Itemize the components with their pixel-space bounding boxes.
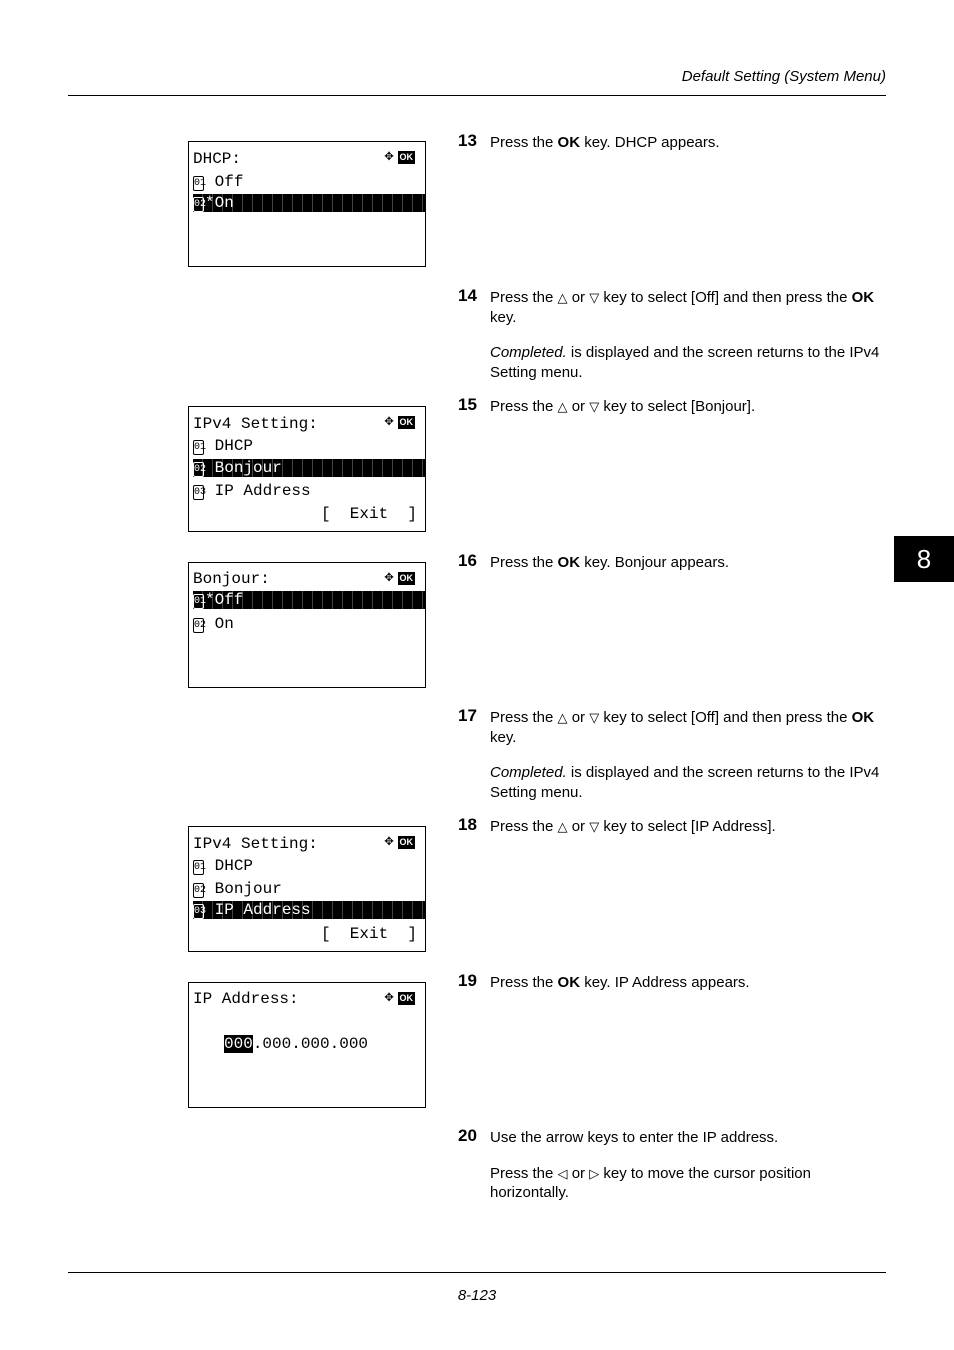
lcd-row: 01 Off bbox=[194, 173, 244, 191]
step-15: 15 Press the △ or ▽ key to select [Bonjour]. bbox=[458, 395, 756, 415]
page-number: 8-123 bbox=[457, 1287, 497, 1304]
lcd-row-selected: 01*Off bbox=[193, 591, 425, 609]
lcd-row-selected: 02*On bbox=[193, 194, 425, 212]
lcd-icons bbox=[384, 835, 415, 849]
step-17: 17 Press the △ or ▽ key to select [Off] and then press the OK key. Completed. is displayed and the screen returns to the IPv4 Setting menu. bbox=[458, 706, 880, 801]
ok-key-icon: OK bbox=[399, 836, 413, 847]
lcd-row: 03 IP Address bbox=[194, 482, 311, 500]
lcd-icons bbox=[384, 415, 415, 429]
footer-rule bbox=[68, 1272, 886, 1273]
lcd-row-selected: 02 Bonjour bbox=[193, 459, 425, 477]
lcd-exit-label: [ Exit ] bbox=[320, 925, 417, 943]
lcd-row-selected: 03 IP Address bbox=[193, 901, 425, 919]
step-20: 20 Use the arrow keys to enter the IP address. Press the ◁ or ▷ key to move the cursor position horizontally. bbox=[458, 1126, 811, 1201]
lcd-title: Bonjour: bbox=[193, 570, 270, 588]
lcd-icons bbox=[384, 991, 415, 1005]
ip-address-value: 000.000.000.000 bbox=[224, 1035, 369, 1053]
lcd-row: 02 On bbox=[194, 615, 234, 633]
four-way-arrow-icon: ✥ bbox=[384, 148, 394, 165]
four-way-arrow-icon: ✥ bbox=[384, 989, 394, 1006]
lcd-screen-ip-address bbox=[188, 982, 426, 1108]
step-16: 16 Press the OK key. Bonjour appears. bbox=[458, 551, 730, 571]
lcd-title: DHCP: bbox=[193, 150, 242, 168]
lcd-screen-ipv4-ip-address bbox=[188, 826, 426, 952]
lcd-row: 02 Bonjour bbox=[194, 880, 282, 898]
lcd-title: IP Address: bbox=[193, 990, 299, 1008]
lcd-screen-dhcp bbox=[188, 141, 426, 267]
header-title: Default Setting (System Menu) bbox=[681, 68, 886, 85]
lcd-icons bbox=[384, 571, 415, 585]
lcd-title: IPv4 Setting: bbox=[193, 415, 318, 433]
ok-key-icon: OK bbox=[399, 416, 413, 427]
lcd-row: 01 DHCP bbox=[194, 857, 254, 875]
four-way-arrow-icon: ✥ bbox=[384, 413, 394, 430]
lcd-exit-label: [ Exit ] bbox=[320, 505, 417, 523]
lcd-title: IPv4 Setting: bbox=[193, 835, 318, 853]
step-14: 14 Press the △ or ▽ key to select [Off] and then press the OK key. Completed. is displayed and the screen returns to the IPv4 Setting menu. bbox=[458, 286, 880, 381]
lcd-screen-bonjour bbox=[188, 562, 426, 688]
ip-cursor-field: 000 bbox=[224, 1035, 253, 1053]
lcd-icons bbox=[384, 150, 415, 164]
step-18: 18 Press the △ or ▽ key to select [IP Address]. bbox=[458, 815, 776, 835]
ok-key-icon: OK bbox=[399, 151, 413, 162]
step-13: 13 Press the OK key. DHCP appears. bbox=[458, 131, 720, 151]
ok-key-icon: OK bbox=[399, 992, 413, 1003]
four-way-arrow-icon: ✥ bbox=[384, 569, 394, 586]
lcd-row: 01 DHCP bbox=[194, 437, 254, 455]
ok-key-icon: OK bbox=[399, 572, 413, 583]
four-way-arrow-icon: ✥ bbox=[384, 833, 394, 850]
chapter-tab: 8 bbox=[894, 536, 954, 582]
header-rule bbox=[68, 95, 886, 96]
step-19: 19 Press the OK key. IP Address appears. bbox=[458, 971, 750, 991]
lcd-screen-ipv4-bonjour bbox=[188, 406, 426, 532]
